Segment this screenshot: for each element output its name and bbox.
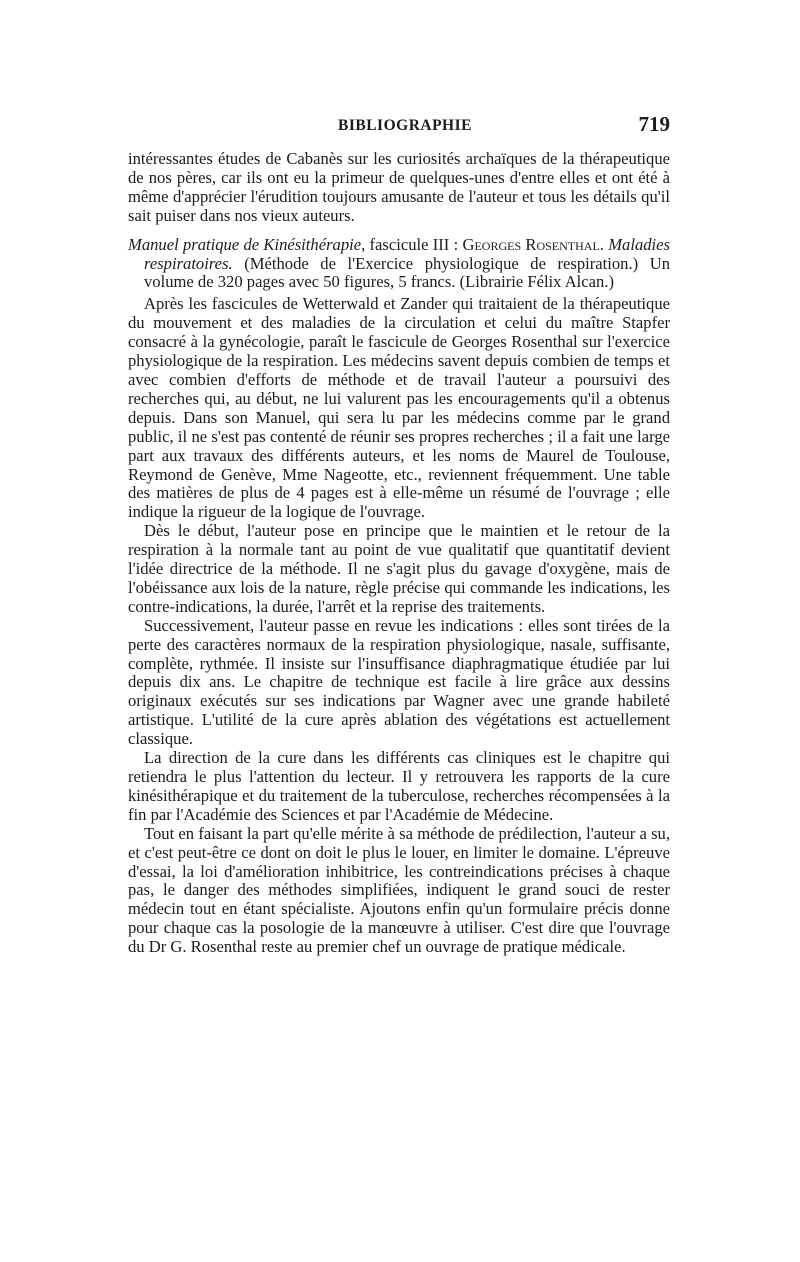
paragraph: Successivement, l'auteur passe en revue les indications : elles sont tirées de la perte des caractères normaux de la respiration physiologique, nasale, suffisante, complète, rythmée. Il insiste sur l'insuffisance diaphragmatique étudiée par lui depuis dix ans. Le chapitre de technique est facile à lire grâce aux dessins originaux exécutés sur ses indications par Wagner avec une grande habileté artistique. L'utilité de la cure après ablation des végétations est actuellement classique. bbox=[128, 615, 670, 749]
page-body bbox=[128, 150, 670, 957]
book-author: Georges Rosenthal. bbox=[462, 234, 604, 254]
paragraph-continuation: intéressantes études de Cabanès sur les curiosités archaïques de la thérapeutique de nos pères, car ils ont eu la primeur de quelques-unes d'entre elles et ont été à même d'apprécier l'érudition toujours amusante de l'auteur et tous les détails qu'il sait puiser dans nos vieux auteurs. bbox=[128, 149, 670, 225]
paragraph: Après les fascicules de Wetterwald et Zander qui traitaient de la thérapeutique du mouvement et des maladies de la circulation et celui du maître Stapfer consacré à la gynécologie, paraît le fascicule de Georges Rosenthal sur l'exercice physiologique de la respiration. Les médecins savent depuis combien de temps et avec combien d'efforts de méthode et de travail l'auteur a poursuivi des recherches qui, au début, ne lui valurent pas les encouragements qu'il a obtenus depuis. Dans son Manuel, qui sera lu par les médecins comme par le grand public, il ne s'est pas contenté de réunir ses propres recherches ; il a fait une large part aux travaux des différents auteurs, et les noms de Maurel de Toulouse, Reymond de Genève, Mme Nageotte, etc., reviennent fréquemment. Une table des matières de plus de 4 pages est à elle-même un résumé de l'ouvrage ; elle indique la rigueur de la logique de l'ouvrage. bbox=[128, 294, 670, 522]
book-fascicule: , fascicule III : bbox=[361, 234, 463, 254]
book-details: (Méthode de l'Exercice physiologique de respiration.) Un volume de 320 pages avec 50 figures, 5 francs. (Librairie Félix Alcan.) bbox=[144, 253, 670, 292]
book-subtitle: Maladies respiratoires. bbox=[144, 234, 670, 273]
paragraph: La direction de la cure dans les différents cas cliniques est le chapitre qui retiendra le plus l'attention du lecteur. Il y retrouvera les rapports de la cure kinésithérapique et du traitement de la tuberculose, recherches récompensées à la fin par l'Académie des Sciences et par l'Académie de Médecine. bbox=[128, 748, 670, 824]
page-number: 719 bbox=[638, 112, 670, 136]
book-title: Manuel pratique de Kinésithérapie bbox=[128, 234, 362, 254]
page-header bbox=[128, 112, 670, 142]
paragraph: Dès le début, l'auteur pose en principe que le maintien et le retour de la respiration à la normale tant au point de vue qualitatif que quantitatif devient l'idée directrice de la méthode. Il ne s'agit plus du gavage d'oxygène, mais de l'obéissance aux lois de la nature, règle précise qui commande les indications, les contre-indications, la durée, l'arrêt et la reprise des traitements. bbox=[128, 521, 670, 616]
paragraph: Tout en faisant la part qu'elle mérite à sa méthode de prédilection, l'auteur a su, et c'est peut-être ce dont on doit le plus le louer, en limiter le domaine. L'épreuve d'essai, la loi d'amélioration inhibitrice, les contreindications précises à chaque pas, le danger des méthodes simplifiées, indiquent le grand souci de rester médecin tout en étant spécialiste. Ajoutons enfin qu'un formulaire précis donne pour chaque cas la posologie de la manœuvre à utiliser. C'est dire que l'ouvrage du Dr G. Rosenthal reste au premier chef un ouvrage de pratique médicale. bbox=[128, 823, 670, 957]
book-reference bbox=[128, 236, 670, 293]
running-title: BIBLIOGRAPHIE bbox=[338, 117, 472, 134]
